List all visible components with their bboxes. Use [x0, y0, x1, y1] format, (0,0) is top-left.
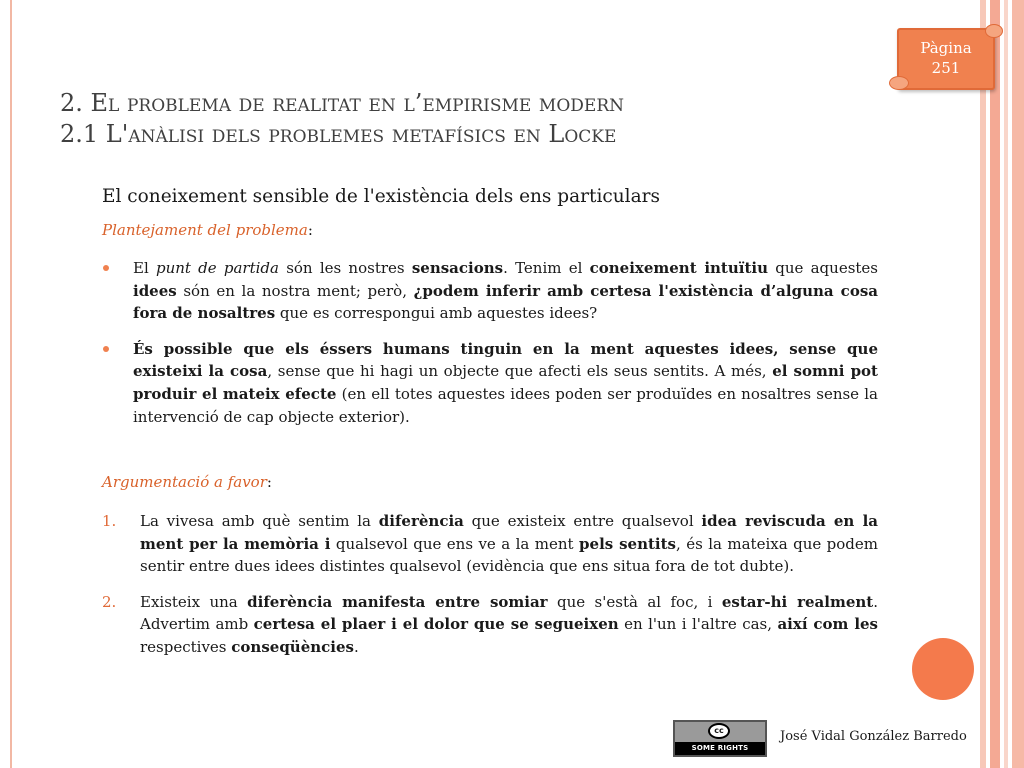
bold-text: ¿podem inferir amb certesa l'existència d’alguna cosa fora de nosaltres [133, 281, 878, 323]
bold-text: És possible que els éssers humans tinguin en la ment aquestes idees, sense que existeixi la cosa [133, 339, 878, 381]
bullet-list [100, 257, 878, 441]
section-label-plantejament [102, 221, 313, 239]
cc-badge-text: SOME RIGHTS RESERVED [675, 742, 765, 755]
right-stripe [1004, 0, 1008, 768]
text: . [353, 637, 359, 656]
decorative-circle [912, 638, 974, 700]
text: (en ell totes aquestes idees poden ser produïdes en nosaltres sense la intervenció de cap objecte exterior). [133, 384, 878, 426]
text: que s'està al foc, i [547, 592, 722, 611]
text: respectives [140, 637, 232, 656]
author-name: José Vidal González Barredo [780, 729, 967, 744]
text: que aquestes [768, 259, 879, 277]
text: són les nostres [278, 259, 412, 277]
left-border-line [10, 0, 12, 768]
text: en l'un i l'altre cas, [618, 615, 778, 634]
cc-badge-top [675, 722, 765, 742]
bold-text: així com les [777, 615, 879, 634]
item-number: 2. [102, 592, 117, 611]
text: qualsevol que ens ve a la ment [330, 534, 580, 553]
bold-text: idea reviscuda en la ment per la memòria i [140, 512, 878, 553]
section-label-text: Plantejament del problema [102, 221, 308, 239]
bold-text: certesa el plaer i el dolor que se segueixen [253, 615, 619, 634]
bullet-item [100, 338, 878, 428]
cc-icon: cc [708, 723, 730, 739]
italic-text: punt de partida [155, 259, 279, 277]
creative-commons-badge[interactable] [673, 720, 767, 765]
right-stripe [1012, 0, 1024, 768]
bold-text: estar-hi realment [721, 592, 874, 611]
text: que existeix entre qualsevol [463, 512, 702, 530]
text: , sense que hi hagi un objecte que afecti els seus sentits. A més, [267, 362, 773, 381]
bold-text: pels sentits [579, 534, 676, 553]
page-number-scroll [897, 28, 995, 90]
bold-text: diferència manifesta entre somiar [247, 592, 548, 611]
title-line-1: 2. El problema de realitat en l’empirisme modern [60, 89, 624, 117]
item-number: 1. [102, 512, 117, 530]
bold-text: sensacions [411, 259, 504, 277]
bold-text: conseqüències [231, 637, 354, 656]
title-line-2: 2.1 L'anàlisi dels problemes metafísics en Locke [60, 120, 617, 148]
text: . Advertim amb [140, 592, 878, 634]
section-label-suffix: : [266, 473, 272, 491]
section-label-argumentacio [102, 473, 272, 491]
text: Existeix una [140, 592, 248, 611]
text: . Tenim el [503, 259, 590, 277]
numbered-item [102, 591, 878, 659]
bold-text: idees [133, 281, 177, 300]
text: , és la mateixa que podem sentir entre dues idees distintes qualsevol (evidència que ens situa fora de tot dubte). [140, 534, 878, 576]
section-label-suffix: : [307, 221, 313, 239]
page-number: 251 [931, 59, 961, 77]
numbered-item [102, 510, 878, 578]
text: El [133, 259, 156, 277]
numbered-list [102, 510, 878, 672]
bullet-item [100, 257, 878, 325]
right-stripe [990, 0, 1000, 768]
text: que es correspongui amb aquestes idees? [275, 304, 598, 323]
bold-text: diferència [378, 512, 464, 530]
text: són en la nostra ment; però, [176, 281, 414, 300]
section-label-text: Argumentació a favor [102, 473, 267, 491]
bold-text: coneixement intuïtiu [589, 259, 769, 277]
slide-subtitle: El coneixement sensible de l'existència dels ens particulars [102, 186, 660, 207]
bold-text: el somni pot produir el mateix efecte [133, 362, 878, 403]
page-label: Pàgina [920, 39, 972, 57]
right-stripe [980, 0, 986, 768]
slide-title [60, 88, 880, 150]
text: La vivesa amb què sentim la [140, 512, 379, 530]
